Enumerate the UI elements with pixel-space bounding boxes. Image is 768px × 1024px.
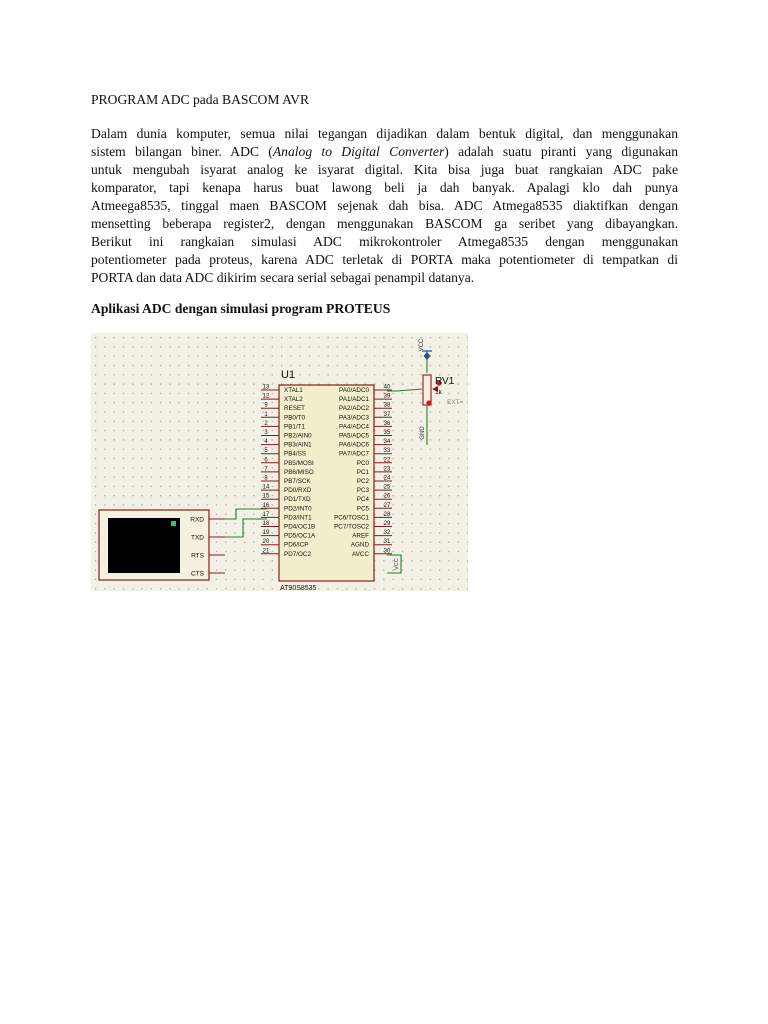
pin-name: PD7/OC2 — [284, 550, 311, 558]
intro-paragraph — [91, 125, 678, 287]
pin-name: PA4/ADC4 — [339, 423, 369, 431]
pin-number: 32 — [383, 530, 391, 537]
pin-name: PC7/TOSC2 — [334, 523, 369, 531]
pin-name: PD5/OC1A — [284, 532, 316, 540]
pin-name: AVCC — [351, 550, 369, 558]
pin-number: 1 — [264, 411, 268, 418]
pin-name: PA6/ADC6 — [339, 441, 369, 449]
proteus-schematic-figure — [91, 333, 468, 591]
pin-number: 36 — [383, 420, 391, 427]
pin-number: 14 — [262, 484, 270, 491]
pin-number: 18 — [262, 521, 270, 527]
pin-number: 24 — [383, 475, 391, 482]
terminal-led — [171, 521, 176, 526]
pin-name: PC4 — [356, 496, 369, 504]
pin-number: 25 — [383, 484, 391, 491]
paragraph-line: Atmeega8535, tinggal maen BASCOM sejenak dah bisa. ADC Atmega8535 diaktifkan dengan — [91, 198, 678, 213]
pin-name: PC2 — [356, 478, 369, 485]
pin-name: PC6/TOSC1 — [334, 514, 369, 522]
potentiometer-dot-bottom — [426, 400, 431, 405]
terminal-pin-label: TXD — [191, 534, 204, 542]
vcc-label: VCC — [419, 338, 425, 352]
terminal-pin-label: CTS — [191, 570, 204, 578]
pin-number: 28 — [383, 511, 391, 518]
chip-ref-label: U1 — [281, 369, 296, 381]
pin-number: 40 — [383, 384, 391, 391]
pin-name: PD2/INT0 — [284, 505, 312, 513]
pin-number: 2 — [264, 420, 268, 427]
document-title: PROGRAM ADC pada BASCOM AVR — [91, 92, 310, 107]
pin-name: PB0/T0 — [284, 414, 305, 422]
pot-value-label: 1k — [435, 389, 442, 396]
pin-name: PB4/SS — [284, 450, 307, 458]
pin-number: 37 — [383, 411, 391, 418]
pin-number: 27 — [383, 502, 391, 509]
pin-number: 7 — [264, 466, 268, 473]
paragraph-line-head: sistem bilangan biner. ADC ( — [91, 144, 273, 159]
terminal-pin-label: RXD — [190, 516, 204, 524]
paragraph-line: untuk mengubah isyarat analog ke isyarat digital. Kita bisa juga buat rangkaian ADC pake — [91, 162, 678, 177]
pin-name: PA3/ADC3 — [339, 414, 369, 422]
pin-number: 12 — [262, 393, 270, 400]
pin-name: PC3 — [356, 487, 369, 495]
pin-name: PA2/ADC2 — [339, 405, 369, 413]
pin-name: PD6/ICP — [284, 541, 309, 549]
pin-number: 29 — [383, 521, 391, 527]
pin-number: 17 — [262, 511, 270, 518]
terminal-screen — [108, 518, 180, 573]
pin-name: PA1/ADC1 — [339, 396, 369, 404]
pin-name: PB2/AIN0 — [284, 432, 312, 440]
pin-number: 3 — [264, 430, 268, 436]
pin-name: PB7/SCK — [284, 478, 311, 485]
pin-name: XTAL1 — [284, 387, 303, 394]
paragraph-line: mensetting beberapa register2, dengan menggunakan BASCOM ga seribet yang dibayangkan. — [91, 216, 678, 231]
pin-number: 19 — [262, 530, 270, 537]
paragraph-line: komparator, tapi kenapa harus buat lawong beli ja dah banyak. Apalagi klo dah punya — [91, 180, 678, 195]
pin-name: PB3/AIN1 — [284, 441, 312, 449]
pin-number: 35 — [383, 430, 391, 436]
pin-name: PB5/MOSI — [284, 459, 314, 467]
pin-number: 26 — [383, 493, 391, 500]
pin-name: XTAL2 — [284, 396, 303, 404]
pin-name: PB1/T1 — [284, 423, 305, 431]
pin-number: 30 — [383, 548, 391, 555]
paragraph-line: Berikut ini rangkaian simulasi ADC mikrokontroler Atmega8535 dengan menggunakan — [91, 234, 678, 249]
pin-number: 15 — [262, 493, 270, 500]
pin-name: PB6/MISO — [284, 468, 314, 476]
gnd-label: GND — [420, 426, 426, 440]
pin-number: 9 — [264, 402, 268, 409]
pin-number: 8 — [264, 475, 268, 482]
pin-name: PC5 — [356, 505, 369, 513]
potentiometer-body — [423, 375, 431, 405]
pin-number: 23 — [383, 466, 391, 473]
pin-name: PA7/ADC7 — [339, 450, 369, 458]
paragraph-line — [91, 143, 678, 161]
pin-name: PA5/ADC5 — [339, 432, 369, 440]
pin-name: PD4/OC1B — [284, 523, 316, 531]
paragraph-line: PORTA dan data ADC dikirim secara serial sebagai penampil datanya. — [91, 270, 475, 285]
pin-name: AREF — [352, 532, 369, 540]
pin-name: PA0/ADC0 — [339, 387, 369, 394]
pin-number: 4 — [264, 439, 268, 446]
pot-note-label: EXT= — [447, 399, 464, 406]
pin-name: PC0 — [356, 459, 369, 467]
pin-number: 33 — [383, 448, 391, 455]
pin-number: 31 — [383, 539, 391, 546]
pin-number: 38 — [383, 402, 391, 409]
paragraph-line: potentiometer pada proteus, karena ADC terletak di PORTA maka potentiometer di tempatkan di — [91, 252, 678, 267]
paragraph-line: Dalam dunia komputer, semua nilai tegangan dijadikan dalam bentuk digital, dan menggunakan — [91, 126, 678, 141]
pin-number: 39 — [383, 393, 391, 400]
pin-number: 6 — [264, 457, 268, 464]
pin-number: 21 — [262, 548, 270, 555]
pin-number: 34 — [383, 439, 391, 446]
pin-name: PD1/TXD — [284, 496, 311, 504]
chip-part-label: AT90S8535 — [280, 585, 317, 591]
terminal-pin-label: RTS — [191, 552, 204, 560]
pot-ref-label: RV1 — [435, 376, 455, 387]
pin-name: RESET — [284, 405, 305, 413]
italic-term: Analog to Digital Converter — [272, 144, 445, 159]
pin-name: PC1 — [356, 468, 369, 476]
pin-number: 20 — [262, 539, 270, 546]
paragraph-line-tail: ) adalah suatu piranti yang digunakan — [444, 144, 679, 159]
pin-number: 22 — [383, 457, 391, 464]
pin-name: PD3/INT1 — [284, 514, 312, 522]
pin-number: 16 — [262, 502, 270, 509]
vcc-label-aref: VCC — [394, 558, 400, 570]
pin-number: 13 — [262, 384, 270, 391]
section-subheading: Aplikasi ADC dengan simulasi program PROTEUS — [91, 301, 391, 316]
pin-number: 5 — [264, 448, 268, 455]
pin-name: PD0/RXD — [284, 487, 312, 495]
pin-name: AGND — [350, 541, 369, 549]
